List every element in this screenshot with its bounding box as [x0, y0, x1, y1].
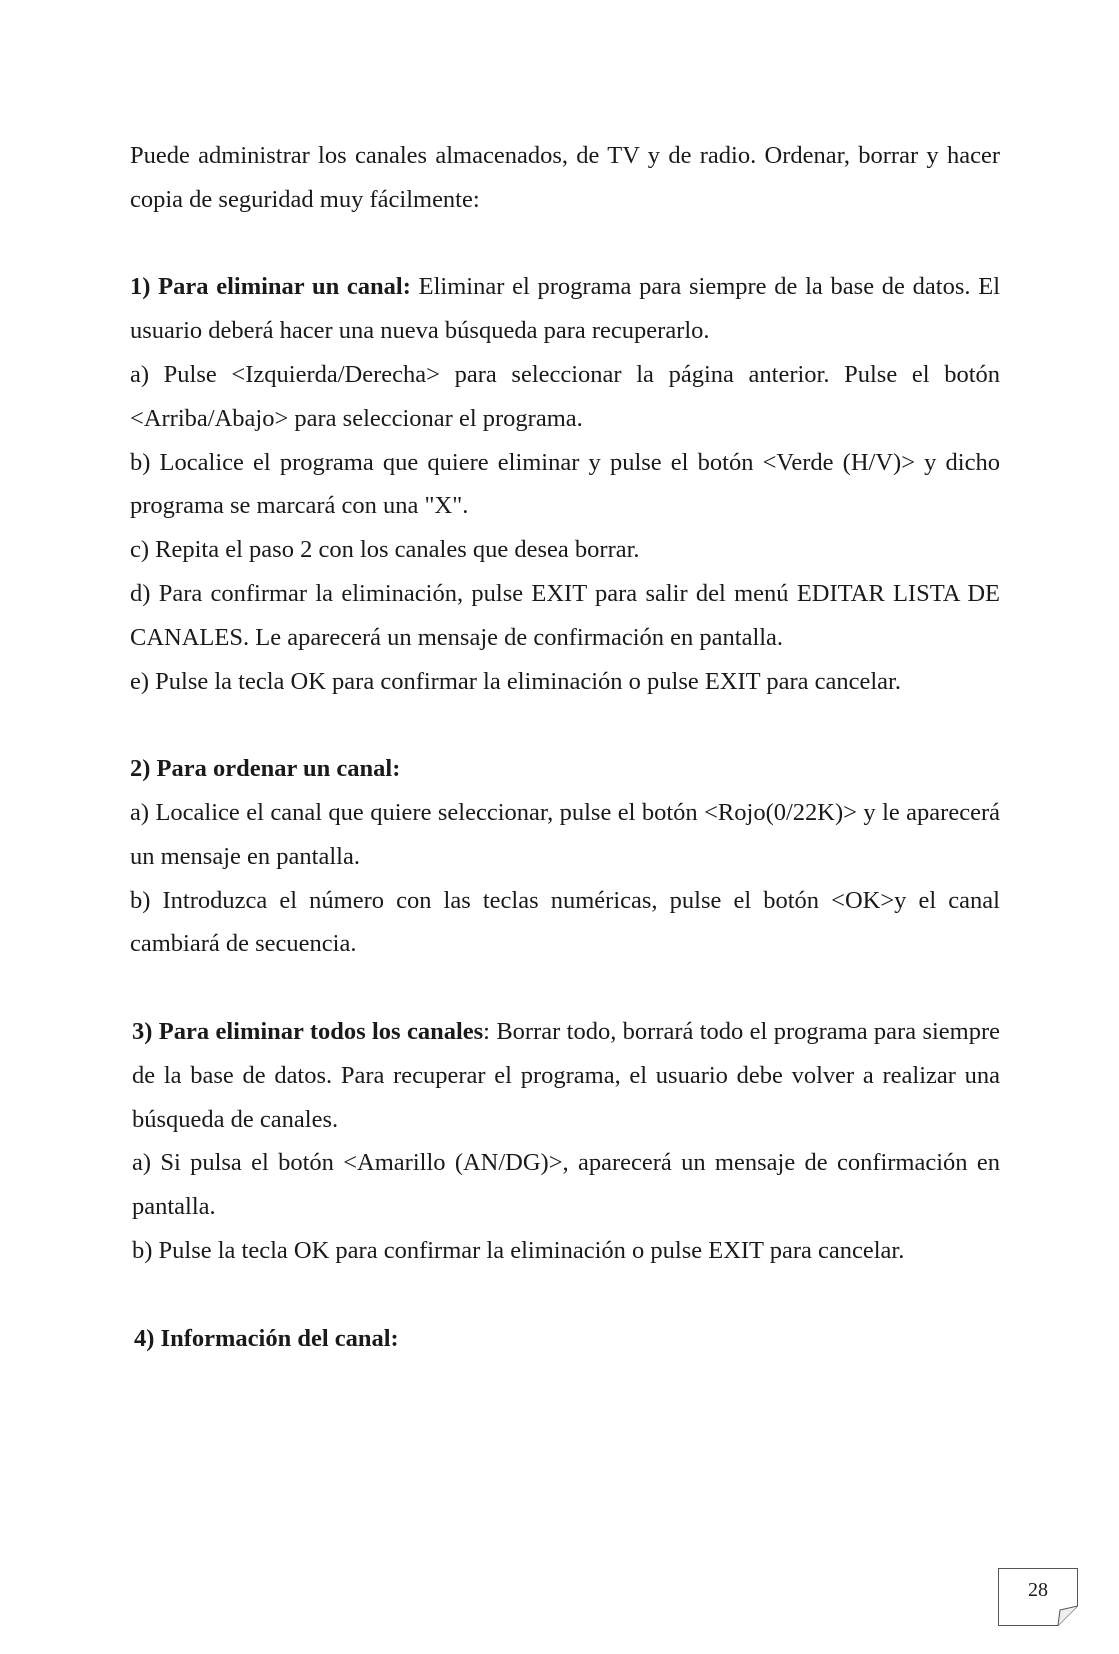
section-1-description: Eliminar el programa para siempre de la base de datos. El usuario deberá hacer una nueva búsqueda para recuperarlo.	[130, 273, 1000, 345]
page-body	[130, 134, 1000, 1360]
section-3-heading: 3) Para eliminar todos los canales	[132, 1017, 484, 1045]
spacer	[130, 222, 1000, 266]
section-3-step-b: b) Pulse la tecla OK para confirmar la eliminación o pulse EXIT para cancelar.	[132, 1236, 905, 1264]
spacer	[130, 966, 1000, 1010]
section-sort-channel	[130, 747, 1000, 966]
section-2-heading: 2) Para ordenar un canal:	[130, 755, 401, 783]
section-1-step-e: e) Pulse la tecla OK para confirmar la eliminación o pulse EXIT para cancelar.	[130, 667, 901, 695]
section-1-paragraph	[130, 265, 1000, 353]
page-number-box	[998, 1568, 1078, 1626]
intro-paragraph: Puede administrar los canales almacenados, de TV y de radio. Ordenar, borrar y hacer copia de seguridad muy fácilmente:	[130, 142, 1000, 213]
section-3-paragraph	[132, 1010, 1000, 1141]
section-2-step-b: b) Introduzca el número con las teclas numéricas, pulse el botón <OK>y el canal cambiará de secuencia.	[130, 886, 1000, 958]
section-3-description: : Borrar todo, borrará todo el programa para siempre de la base de datos. Para recuperar el programa, el usuario debe volver a realizar una búsqueda de canales.	[132, 1017, 1000, 1133]
section-1-step-d: d) Para confirmar la eliminación, pulse EXIT para salir del menú EDITAR LISTA DE CANALES. Le aparecerá un mensaje de confirmación en pantalla.	[130, 579, 1000, 651]
section-2-step-a: a) Localice el canal que quiere seleccionar, pulse el botón <Rojo(0/22K)> y le aparecerá un mensaje en pantalla.	[130, 798, 1000, 870]
section-4-heading: 4) Información del canal:	[134, 1324, 399, 1352]
section-1-step-a: a) Pulse <Izquierda/Derecha> para seleccionar la página anterior. Pulse el botón <Arriba/Abajo> para seleccionar el programa.	[130, 360, 1000, 432]
section-delete-channel	[130, 265, 1000, 703]
section-1-step-b: b) Localice el programa que quiere eliminar y pulse el botón <Verde (H/V)> y dicho programa se marcará con una "X".	[130, 448, 1000, 520]
section-3-step-a: a) Si pulsa el botón <Amarillo (AN/DG)>, aparecerá un mensaje de confirmación en pantalla.	[132, 1149, 1000, 1221]
section-2-paragraph	[130, 747, 1000, 791]
page-number: 28	[1028, 1579, 1048, 1601]
section-delete-all	[130, 1010, 1000, 1273]
section-1-heading: 1) Para eliminar un canal:	[130, 273, 411, 301]
section-1-step-c: c) Repita el paso 2 con los canales que desea borrar.	[130, 536, 640, 564]
section-4-paragraph	[134, 1317, 1000, 1361]
section-channel-info	[130, 1317, 1000, 1361]
spacer	[130, 703, 1000, 747]
spacer	[130, 1273, 1000, 1317]
